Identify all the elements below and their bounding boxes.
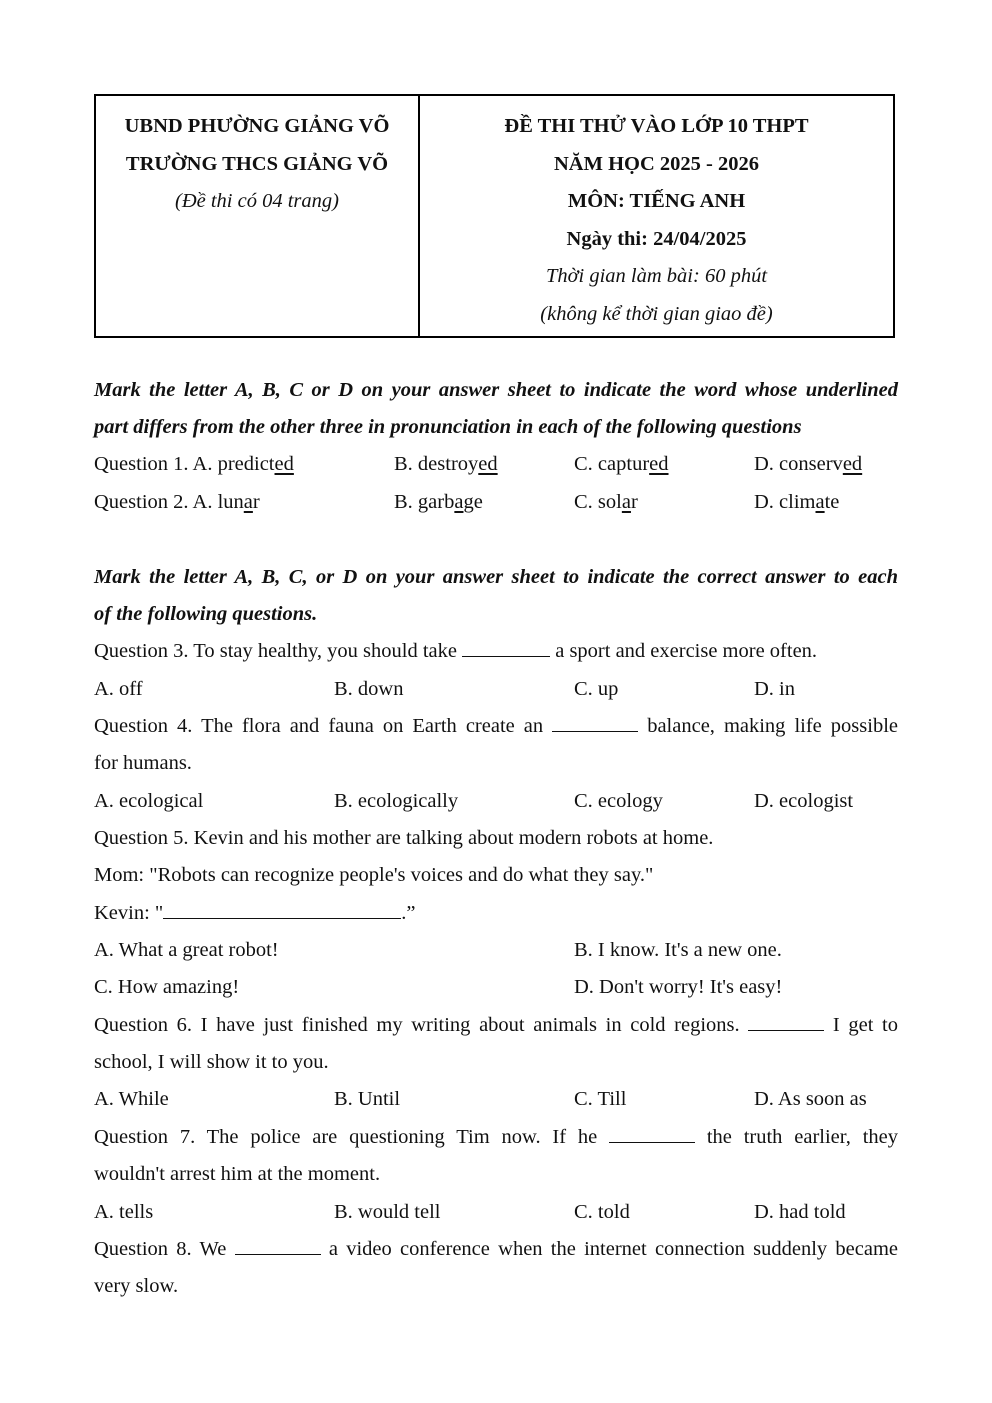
section1-instruction-cont: part differs from the other three in pronunciation in each of the following questions xyxy=(94,416,802,438)
option-c: C. Till xyxy=(574,1088,627,1110)
option-a: A. ecological xyxy=(94,790,204,812)
option-a: A. What a great robot! xyxy=(94,939,279,961)
question-6-stem-cont: school, I will show it to you. xyxy=(94,1051,329,1073)
section2-instruction: Mark the letter A, B, C, or D on your answer sheet to indicate the correct answer to each xyxy=(94,566,898,588)
option-b: B. ecologically xyxy=(334,790,459,812)
option-d: D. had told xyxy=(754,1201,846,1223)
question-6-stem: Question 6. I have just finished my writing about animals in cold regions. I get to xyxy=(94,1014,898,1036)
option-d: D. Don't worry! It's easy! xyxy=(574,976,783,998)
answer-blank xyxy=(552,713,638,732)
option-b: B. garbage xyxy=(394,491,483,513)
option-c: C. ecology xyxy=(574,790,663,812)
question-label: Question 2. xyxy=(94,491,193,513)
subject: MÔN: TIẾNG ANH xyxy=(567,190,746,212)
option-a: A. predicted xyxy=(192,453,294,475)
page-count-note: (Đề thi có 04 trang) xyxy=(175,190,339,212)
option-b: B. down xyxy=(334,678,404,700)
option-d: D. conserved xyxy=(754,453,863,475)
exam-info xyxy=(420,96,893,336)
option-c: C. told xyxy=(574,1201,630,1223)
school-name: TRƯỜNG THCS GIẢNG VÕ xyxy=(125,152,389,175)
question-5-kevin: Kevin: " .” xyxy=(94,902,416,924)
option-c: C. captured xyxy=(574,453,669,475)
option-a: A. lunar xyxy=(192,491,260,513)
answer-blank xyxy=(462,638,550,657)
time-allowed: Thời gian làm bài: 60 phút xyxy=(545,265,768,287)
answer-blank xyxy=(235,1236,321,1255)
question-5-mom: Mom: "Robots can recognize people's voices and do what they say." xyxy=(94,864,654,886)
option-a: A. tells xyxy=(94,1201,154,1223)
section2-instruction-cont: of the following questions. xyxy=(94,603,318,625)
option-d: D. As soon as xyxy=(754,1088,867,1110)
exam-header-table xyxy=(94,94,895,338)
option-d: D. ecologist xyxy=(754,790,854,812)
exam-title: ĐỀ THI THỬ VÀO LỚP 10 THPT xyxy=(504,115,809,137)
option-b: B. destroyed xyxy=(394,453,498,475)
question-4-stem-cont: for humans. xyxy=(94,752,192,774)
time-note: (không kể thời gian giao đề) xyxy=(540,302,773,325)
school-year: NĂM HỌC 2025 - 2026 xyxy=(554,152,759,175)
question-label: Question 1. xyxy=(94,453,193,475)
question-3-stem: Question 3. To stay healthy, you should take a sport and exercise more often. xyxy=(94,640,818,662)
option-c: C. up xyxy=(574,678,619,700)
answer-blank xyxy=(748,1012,824,1031)
option-a: A. off xyxy=(94,678,143,700)
district-name: UBND PHƯỜNG GIẢNG VÕ xyxy=(124,115,390,137)
question-5-stem: Question 5. Kevin and his mother are talking about modern robots at home. xyxy=(94,827,714,849)
option-b: B. Until xyxy=(334,1088,401,1110)
answer-blank xyxy=(609,1124,695,1143)
school-info xyxy=(96,96,420,336)
option-a: A. While xyxy=(94,1088,169,1110)
option-b: B. would tell xyxy=(334,1201,441,1223)
question-7-stem-cont: wouldn't arrest him at the moment. xyxy=(94,1163,381,1185)
question-8-stem-cont: very slow. xyxy=(94,1275,179,1297)
question-2 xyxy=(94,489,898,515)
option-c: C. solar xyxy=(574,491,638,513)
exam-date: Ngày thi: 24/04/2025 xyxy=(566,227,747,250)
option-c: C. How amazing! xyxy=(94,976,240,998)
question-4-stem: Question 4. The flora and fauna on Earth create an balance, making life possible xyxy=(94,715,899,737)
question-8-stem: Question 8. We a video conference when the internet connection suddenly became xyxy=(94,1238,898,1260)
section1-instruction: Mark the letter A, B, C or D on your answer sheet to indicate the word whose underlined xyxy=(94,379,898,401)
question-1 xyxy=(94,451,898,477)
option-d: D. climate xyxy=(754,491,840,513)
question-7-stem: Question 7. The police are questioning Tim now. If he the truth earlier, they xyxy=(94,1126,899,1148)
answer-blank xyxy=(163,900,401,919)
option-b: B. I know. It's a new one. xyxy=(574,939,782,961)
option-d: D. in xyxy=(754,678,795,700)
